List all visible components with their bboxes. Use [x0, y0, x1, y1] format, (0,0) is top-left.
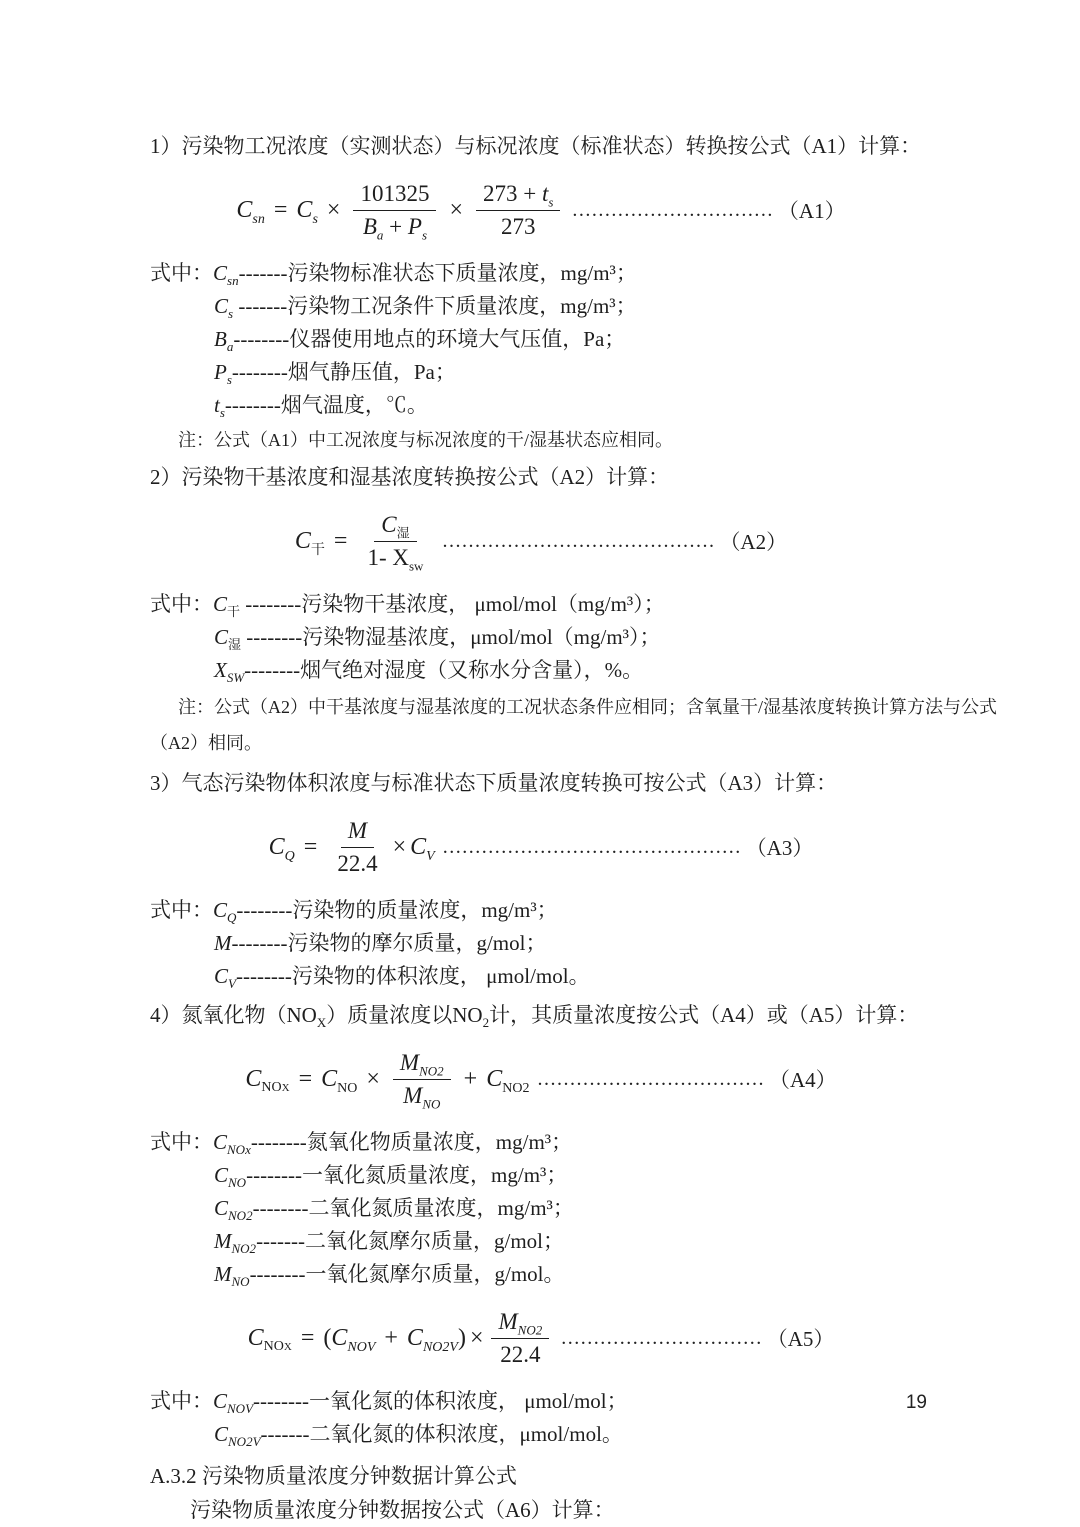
- symbol-definition: $t_s--------$烟气温度，℃。: [214, 393, 428, 421]
- formula-a5-equation: $C_{NOX}$ = ( $C_{NOV}$ + $C_{NO2V}$ ) × $\frac{M_{NO2}}{22.4}$: [248, 1308, 554, 1368]
- section-heading-a32: A.3.2 污染物质量浓度分钟数据计算公式: [150, 1464, 517, 1488]
- fraction: $\frac{C_湿}{1- X_{sw}}$: [367, 511, 424, 574]
- symbol-definition: $C_{NO2}--------$二氧化氮质量浓度，mg/m³；: [214, 1196, 574, 1224]
- dot-leader: ..........................................: [442, 529, 716, 552]
- fraction: $\frac{M_{NO2}}{M_{NO}}$: [393, 1049, 451, 1109]
- symbol-definition: $M_{NO}--------$一氧化氮摩尔质量，g/mol。: [214, 1262, 565, 1290]
- fraction: $\frac{101325}{B_a + P_s}$: [353, 180, 436, 240]
- formula-a3-label: （A3）: [745, 836, 814, 860]
- symbol-definition: $C_湿$ --------污染物湿基浓度，μmol/mol（mg/m³）；: [214, 625, 661, 653]
- symbol-definition: 式中：$C_干$ --------污染物干基浓度， μmol/mol（mg/m³）；: [150, 592, 665, 620]
- symbol-definition: 式中：$C_{NOV}--------$一氧化氮的体积浓度， μmol/mol；: [150, 1389, 628, 1417]
- dot-leader: ...............................: [572, 198, 774, 221]
- item-3-heading: 3）气态污染物体积浓度与标准状态下质量浓度转换可按公式（A3）计算：: [150, 771, 838, 795]
- formula-a4-label: （A4）: [768, 1068, 837, 1092]
- fraction: $\frac{M_{NO2}}{22.4}$: [491, 1308, 549, 1368]
- symbol-definition: $C_{NO}--------$一氧化氮质量浓度，mg/m³；: [214, 1163, 568, 1191]
- item-1-heading: 1）污染物工况浓度（实测状态）与标况浓度（标准状态）转换按公式（A1）计算：: [150, 134, 922, 158]
- formula-a5: [150, 1300, 932, 1376]
- dot-leader: ...............................: [561, 1326, 763, 1349]
- symbol-definition: $M_{NO2}-------$二氧化氮摩尔质量，g/mol；: [214, 1229, 565, 1257]
- symbol-definition: $C_s$ -------污染物工况条件下质量浓度，mg/m³；: [214, 294, 637, 322]
- symbol-definition: $B_a--------$仪器使用地点的环境大气压值，Pa；: [214, 327, 626, 355]
- symbol-definition: 式中：$C_{sn}-------$污染物标准状态下质量浓度，mg/m³；: [150, 261, 637, 289]
- page-number: 19: [905, 1392, 927, 1413]
- fraction: $\frac{M}{22.4}$: [337, 817, 378, 876]
- formula-a2: [150, 503, 932, 579]
- note-a2: 注：公式（A2）中干基浓度与湿基浓度的工况状态条件应相同；含氧量干/湿基浓度转换计算方法与公式 （A2）相同。: [150, 697, 997, 753]
- symbol-definition: 式中：$C_{NOx}--------$氮氧化物质量浓度，mg/m³；: [150, 1130, 573, 1158]
- symbol-definition: M--------污染物的摩尔质量，g/mol；: [214, 931, 547, 955]
- section-intro-text: 污染物质量浓度分钟数据按公式（A6）计算：: [190, 1498, 615, 1522]
- formula-a4: [150, 1041, 932, 1117]
- dot-leader: ..............................................: [442, 835, 742, 858]
- formula-a2-equation: $C_干$ = $\frac{C_湿}{1- X_{sw}}$: [295, 511, 435, 571]
- formula-a2-label: （A2）: [719, 530, 788, 554]
- symbol-definition: 式中：$C_Q--------$污染物的质量浓度，mg/m³；: [150, 898, 558, 926]
- item-2-heading: 2）污染物干基浓度和湿基浓度转换按公式（A2）计算：: [150, 465, 670, 489]
- dot-leader: ...................................: [537, 1067, 765, 1090]
- fraction: $\frac{273 + t_s}{273}$: [476, 180, 560, 240]
- item-4-heading: 4）氮氧化物$(NO_X)$质量浓度以$NO_2$计，其质量浓度按公式（A4）或（A5）计算：: [150, 1003, 919, 1031]
- symbol-definition: $C_{NO2V}-------$二氧化氮的体积浓度，μmol/mol。: [214, 1422, 623, 1450]
- symbol-definition: $P_s--------$烟气静压值，Pa；: [214, 360, 456, 388]
- formula-a3-equation: $C_Q$ = $\frac{M}{22.4}$ × $C_V$: [268, 817, 435, 876]
- symbol-definition: $X_{SW}--------$烟气绝对湿度（又称水分含量），%。: [214, 658, 644, 686]
- symbol-definition: $C_V--------$污染物的体积浓度， μmol/mol。: [214, 964, 590, 992]
- formula-a3: [150, 809, 932, 885]
- formula-a4-equation: $C_{NOX}$ = $C_{NO}$ × $\frac{M_{NO2}}{M_{NO}}$ + $C_{NO2}$: [245, 1049, 530, 1112]
- formula-a1: [150, 172, 932, 248]
- note-a1: 注：公式（A1）中工况浓度与标况浓度的干/湿基状态应相同。: [178, 430, 673, 450]
- formula-a5-label: （A5）: [766, 1327, 835, 1351]
- formula-a1-lhs: C: [236, 196, 253, 223]
- formula-a1-equation: $C_{sn}$ = $C_s$ × $\frac{101325}{B_a + P_s}$ × $\frac{273 + t_s}{273}$: [236, 180, 564, 240]
- formula-a1-label: （A1）: [777, 199, 846, 223]
